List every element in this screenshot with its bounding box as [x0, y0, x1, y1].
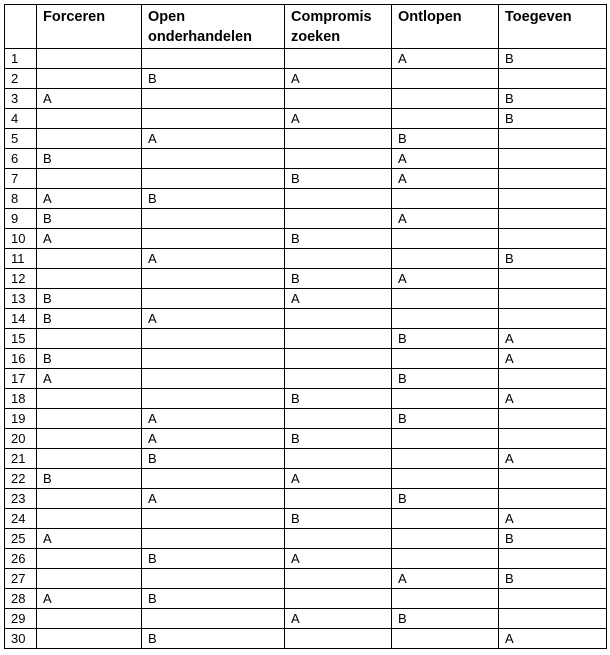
cell-row-number: 26: [5, 549, 37, 569]
cell-toegeven: A: [499, 329, 607, 349]
cell-toegeven: [499, 609, 607, 629]
table-row: [5, 489, 607, 509]
cell-open-onderhandelen: [142, 269, 285, 289]
cell-open-onderhandelen: [142, 229, 285, 249]
cell-ontlopen: [392, 589, 499, 609]
table-body: [5, 49, 607, 649]
cell-row-number: 14: [5, 309, 37, 329]
cell-forceren: B: [37, 309, 142, 329]
cell-forceren: [37, 49, 142, 69]
cell-forceren: [37, 409, 142, 429]
cell-row-number: 13: [5, 289, 37, 309]
cell-compromis-zoeken: [285, 369, 392, 389]
cell-ontlopen: [392, 449, 499, 469]
cell-forceren: A: [37, 189, 142, 209]
cell-ontlopen: A: [392, 269, 499, 289]
table-row: [5, 269, 607, 289]
cell-ontlopen: [392, 89, 499, 109]
cell-toegeven: [499, 369, 607, 389]
cell-forceren: B: [37, 149, 142, 169]
cell-compromis-zoeken: [285, 249, 392, 269]
table-row: [5, 429, 607, 449]
cell-open-onderhandelen: [142, 169, 285, 189]
cell-row-number: 9: [5, 209, 37, 229]
cell-open-onderhandelen: A: [142, 409, 285, 429]
cell-open-onderhandelen: [142, 389, 285, 409]
cell-ontlopen: A: [392, 149, 499, 169]
table-row: [5, 529, 607, 549]
table-row: [5, 349, 607, 369]
cell-forceren: [37, 489, 142, 509]
cell-toegeven: A: [499, 629, 607, 649]
cell-forceren: [37, 109, 142, 129]
cell-open-onderhandelen: [142, 109, 285, 129]
cell-forceren: [37, 629, 142, 649]
cell-ontlopen: [392, 109, 499, 129]
header-row: [5, 5, 607, 49]
header-toegeven: Toegeven: [499, 5, 607, 49]
cell-forceren: B: [37, 289, 142, 309]
cell-row-number: 18: [5, 389, 37, 409]
cell-open-onderhandelen: B: [142, 629, 285, 649]
cell-compromis-zoeken: A: [285, 109, 392, 129]
cell-ontlopen: B: [392, 409, 499, 429]
cell-row-number: 2: [5, 69, 37, 89]
cell-open-onderhandelen: [142, 89, 285, 109]
cell-open-onderhandelen: B: [142, 189, 285, 209]
cell-compromis-zoeken: A: [285, 609, 392, 629]
cell-forceren: [37, 509, 142, 529]
cell-toegeven: [499, 309, 607, 329]
cell-compromis-zoeken: B: [285, 169, 392, 189]
cell-ontlopen: [392, 389, 499, 409]
cell-row-number: 29: [5, 609, 37, 629]
cell-row-number: 6: [5, 149, 37, 169]
table-row: [5, 109, 607, 129]
cell-row-number: 5: [5, 129, 37, 149]
cell-open-onderhandelen: [142, 529, 285, 549]
cell-row-number: 1: [5, 49, 37, 69]
table-row: [5, 449, 607, 469]
table-row: [5, 569, 607, 589]
cell-row-number: 12: [5, 269, 37, 289]
cell-row-number: 16: [5, 349, 37, 369]
cell-compromis-zoeken: [285, 449, 392, 469]
cell-ontlopen: B: [392, 329, 499, 349]
cell-compromis-zoeken: A: [285, 549, 392, 569]
cell-toegeven: B: [499, 249, 607, 269]
cell-open-onderhandelen: [142, 329, 285, 349]
table-row: [5, 69, 607, 89]
cell-row-number: 24: [5, 509, 37, 529]
cell-toegeven: A: [499, 509, 607, 529]
cell-open-onderhandelen: B: [142, 549, 285, 569]
cell-forceren: B: [37, 469, 142, 489]
cell-forceren: [37, 549, 142, 569]
cell-open-onderhandelen: [142, 149, 285, 169]
table-row: [5, 149, 607, 169]
cell-compromis-zoeken: B: [285, 269, 392, 289]
cell-row-number: 22: [5, 469, 37, 489]
cell-compromis-zoeken: B: [285, 429, 392, 449]
cell-ontlopen: B: [392, 609, 499, 629]
cell-compromis-zoeken: A: [285, 289, 392, 309]
cell-ontlopen: A: [392, 209, 499, 229]
cell-toegeven: [499, 549, 607, 569]
table-row: [5, 309, 607, 329]
cell-forceren: [37, 449, 142, 469]
cell-toegeven: B: [499, 529, 607, 549]
cell-compromis-zoeken: [285, 89, 392, 109]
cell-toegeven: B: [499, 569, 607, 589]
cell-toegeven: [499, 189, 607, 209]
cell-compromis-zoeken: [285, 309, 392, 329]
cell-open-onderhandelen: [142, 609, 285, 629]
cell-compromis-zoeken: [285, 189, 392, 209]
cell-row-number: 11: [5, 249, 37, 269]
cell-row-number: 17: [5, 369, 37, 389]
header-ontlopen: Ontlopen: [392, 5, 499, 49]
cell-compromis-zoeken: A: [285, 69, 392, 89]
cell-row-number: 27: [5, 569, 37, 589]
cell-toegeven: A: [499, 389, 607, 409]
cell-forceren: [37, 329, 142, 349]
table-row: [5, 589, 607, 609]
cell-ontlopen: [392, 549, 499, 569]
cell-forceren: [37, 249, 142, 269]
cell-ontlopen: B: [392, 369, 499, 389]
cell-open-onderhandelen: [142, 209, 285, 229]
cell-open-onderhandelen: [142, 509, 285, 529]
table-row: [5, 329, 607, 349]
cell-row-number: 20: [5, 429, 37, 449]
cell-ontlopen: A: [392, 49, 499, 69]
cell-row-number: 28: [5, 589, 37, 609]
table-row: [5, 289, 607, 309]
cell-toegeven: [499, 589, 607, 609]
cell-forceren: [37, 609, 142, 629]
cell-row-number: 10: [5, 229, 37, 249]
table-row: [5, 169, 607, 189]
header-compromis-zoeken: Compromis zoeken: [285, 5, 392, 49]
cell-toegeven: [499, 169, 607, 189]
cell-forceren: [37, 389, 142, 409]
cell-forceren: [37, 429, 142, 449]
table-row: [5, 469, 607, 489]
table-row: [5, 369, 607, 389]
cell-compromis-zoeken: [285, 129, 392, 149]
cell-toegeven: [499, 129, 607, 149]
table-row: [5, 609, 607, 629]
table-row: [5, 249, 607, 269]
cell-toegeven: B: [499, 89, 607, 109]
cell-forceren: B: [37, 209, 142, 229]
cell-ontlopen: A: [392, 169, 499, 189]
cell-compromis-zoeken: [285, 49, 392, 69]
cell-forceren: [37, 569, 142, 589]
cell-compromis-zoeken: A: [285, 469, 392, 489]
cell-toegeven: [499, 489, 607, 509]
cell-forceren: A: [37, 529, 142, 549]
cell-open-onderhandelen: [142, 349, 285, 369]
cell-row-number: 19: [5, 409, 37, 429]
cell-ontlopen: B: [392, 489, 499, 509]
cell-open-onderhandelen: [142, 569, 285, 589]
cell-open-onderhandelen: A: [142, 129, 285, 149]
cell-row-number: 25: [5, 529, 37, 549]
table-row: [5, 549, 607, 569]
cell-toegeven: [499, 149, 607, 169]
cell-open-onderhandelen: A: [142, 429, 285, 449]
cell-row-number: 21: [5, 449, 37, 469]
table-row: [5, 189, 607, 209]
cell-ontlopen: A: [392, 569, 499, 589]
cell-row-number: 15: [5, 329, 37, 349]
cell-open-onderhandelen: A: [142, 489, 285, 509]
cell-compromis-zoeken: B: [285, 229, 392, 249]
header-forceren: Forceren: [37, 5, 142, 49]
cell-toegeven: [499, 269, 607, 289]
table-row: [5, 229, 607, 249]
cell-row-number: 4: [5, 109, 37, 129]
cell-ontlopen: [392, 249, 499, 269]
cell-forceren: [37, 169, 142, 189]
cell-toegeven: A: [499, 349, 607, 369]
table-row: [5, 129, 607, 149]
cell-ontlopen: [392, 429, 499, 449]
cell-compromis-zoeken: [285, 569, 392, 589]
cell-forceren: A: [37, 89, 142, 109]
cell-forceren: [37, 269, 142, 289]
cell-ontlopen: [392, 229, 499, 249]
table-row: [5, 389, 607, 409]
answer-table: [4, 4, 607, 649]
cell-ontlopen: [392, 69, 499, 89]
cell-ontlopen: [392, 289, 499, 309]
cell-row-number: 23: [5, 489, 37, 509]
cell-forceren: A: [37, 369, 142, 389]
table-row: [5, 509, 607, 529]
cell-row-number: 3: [5, 89, 37, 109]
table-row: [5, 49, 607, 69]
cell-compromis-zoeken: B: [285, 509, 392, 529]
cell-compromis-zoeken: [285, 489, 392, 509]
cell-open-onderhandelen: A: [142, 249, 285, 269]
cell-forceren: [37, 69, 142, 89]
cell-ontlopen: [392, 529, 499, 549]
cell-forceren: B: [37, 349, 142, 369]
cell-toegeven: [499, 409, 607, 429]
cell-compromis-zoeken: [285, 209, 392, 229]
cell-ontlopen: [392, 629, 499, 649]
table-row: [5, 209, 607, 229]
cell-toegeven: B: [499, 109, 607, 129]
cell-compromis-zoeken: [285, 349, 392, 369]
cell-open-onderhandelen: B: [142, 69, 285, 89]
cell-compromis-zoeken: B: [285, 389, 392, 409]
cell-forceren: A: [37, 589, 142, 609]
cell-open-onderhandelen: B: [142, 589, 285, 609]
cell-compromis-zoeken: [285, 409, 392, 429]
cell-open-onderhandelen: [142, 369, 285, 389]
cell-toegeven: B: [499, 49, 607, 69]
cell-compromis-zoeken: [285, 149, 392, 169]
cell-toegeven: [499, 469, 607, 489]
cell-open-onderhandelen: [142, 49, 285, 69]
cell-toegeven: [499, 289, 607, 309]
cell-compromis-zoeken: [285, 329, 392, 349]
cell-row-number: 30: [5, 629, 37, 649]
table-row: [5, 89, 607, 109]
cell-open-onderhandelen: [142, 469, 285, 489]
header-open-onderhandelen: Open onderhandelen: [142, 5, 285, 49]
header-number: [5, 5, 37, 49]
cell-toegeven: [499, 209, 607, 229]
cell-ontlopen: [392, 189, 499, 209]
cell-open-onderhandelen: A: [142, 309, 285, 329]
cell-toegeven: [499, 69, 607, 89]
cell-compromis-zoeken: [285, 629, 392, 649]
cell-toegeven: [499, 429, 607, 449]
cell-open-onderhandelen: B: [142, 449, 285, 469]
cell-forceren: A: [37, 229, 142, 249]
cell-toegeven: [499, 229, 607, 249]
cell-compromis-zoeken: [285, 589, 392, 609]
cell-ontlopen: [392, 469, 499, 489]
table-row: [5, 409, 607, 429]
cell-row-number: 8: [5, 189, 37, 209]
cell-toegeven: A: [499, 449, 607, 469]
cell-row-number: 7: [5, 169, 37, 189]
cell-ontlopen: [392, 309, 499, 329]
cell-forceren: [37, 129, 142, 149]
cell-open-onderhandelen: [142, 289, 285, 309]
cell-ontlopen: [392, 349, 499, 369]
table-row: [5, 629, 607, 649]
cell-ontlopen: [392, 509, 499, 529]
cell-compromis-zoeken: [285, 529, 392, 549]
cell-ontlopen: B: [392, 129, 499, 149]
